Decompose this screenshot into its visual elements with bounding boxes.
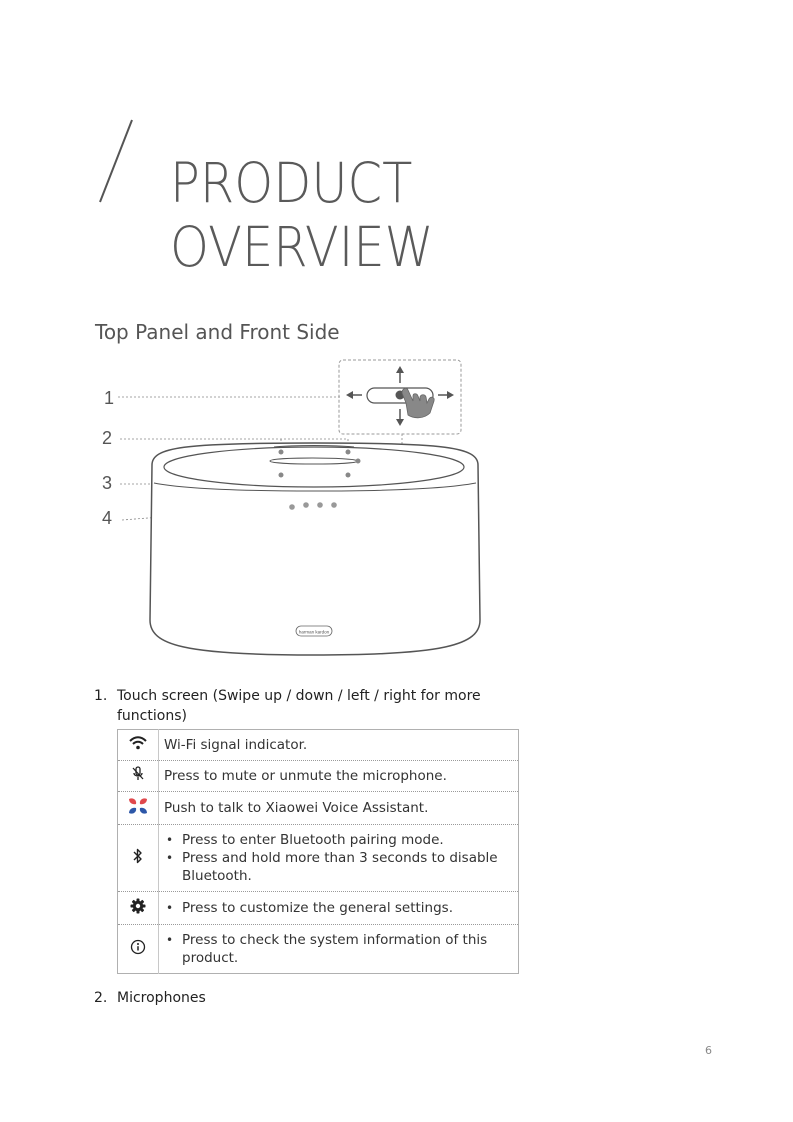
microphone-mute-icon (131, 766, 145, 782)
table-row (118, 761, 519, 792)
wifi-icon (129, 736, 147, 750)
list-item-touch-screen (94, 686, 514, 726)
table-row (118, 730, 519, 761)
list-item-number: 2. (94, 990, 108, 1006)
speaker-diagram (94, 355, 494, 665)
table-icon-cell (118, 892, 159, 925)
table-row (118, 892, 519, 925)
table-description: Press to mute or unmute the microphone. (159, 761, 519, 792)
bullet-list (164, 831, 512, 885)
page-title-line-1: PRODUCT (170, 151, 413, 215)
bullet-list (164, 931, 512, 967)
callout-2: 2 (102, 428, 113, 448)
list-item-label: Microphones (117, 990, 206, 1006)
callout-3: 3 (102, 473, 113, 493)
touch-functions-table (117, 729, 519, 974)
list-item-label: Touch screen (Swipe up / down / left / right for more functions) (117, 688, 481, 724)
table-icon-cell (118, 925, 159, 974)
bullet-list (164, 899, 512, 917)
table-row (118, 825, 519, 892)
bullet-item: • Press to check the system information of this product. (182, 931, 512, 967)
section-heading: Top Panel and Front Side (95, 320, 340, 344)
page-number: 6 (705, 1044, 712, 1057)
list-item-number: 1. (94, 688, 108, 704)
table-icon-cell (118, 825, 159, 892)
speaker-body (150, 443, 480, 655)
brand-badge-label: harman kardon (298, 629, 330, 635)
table-description: Wi-Fi signal indicator. (164, 737, 308, 753)
gear-icon (130, 898, 146, 914)
table-description (159, 825, 519, 892)
list-item-microphones (94, 988, 514, 1008)
bullet-item: • Press and hold more than 3 seconds to disable Bluetooth. (182, 849, 512, 885)
info-icon (130, 939, 146, 955)
title-slash-decoration (94, 118, 134, 204)
table-row (118, 925, 519, 974)
bullet-item: • Press to customize the general settings. (182, 899, 512, 917)
table-icon-cell (118, 792, 159, 825)
callout-4: 4 (102, 508, 113, 528)
callout-1: 1 (104, 388, 115, 408)
xiaowei-voice-assistant-icon (127, 796, 149, 816)
table-description: Push to talk to Xiaowei Voice Assistant. (159, 792, 519, 825)
page-title-line-2: OVERVIEW (170, 215, 434, 279)
table-description (159, 892, 519, 925)
table-description (159, 925, 519, 974)
table-icon-cell (118, 730, 159, 761)
bullet-item: • Press to enter Bluetooth pairing mode. (182, 831, 512, 849)
table-row (118, 792, 519, 825)
bluetooth-icon (133, 847, 143, 865)
table-icon-cell (118, 761, 159, 792)
